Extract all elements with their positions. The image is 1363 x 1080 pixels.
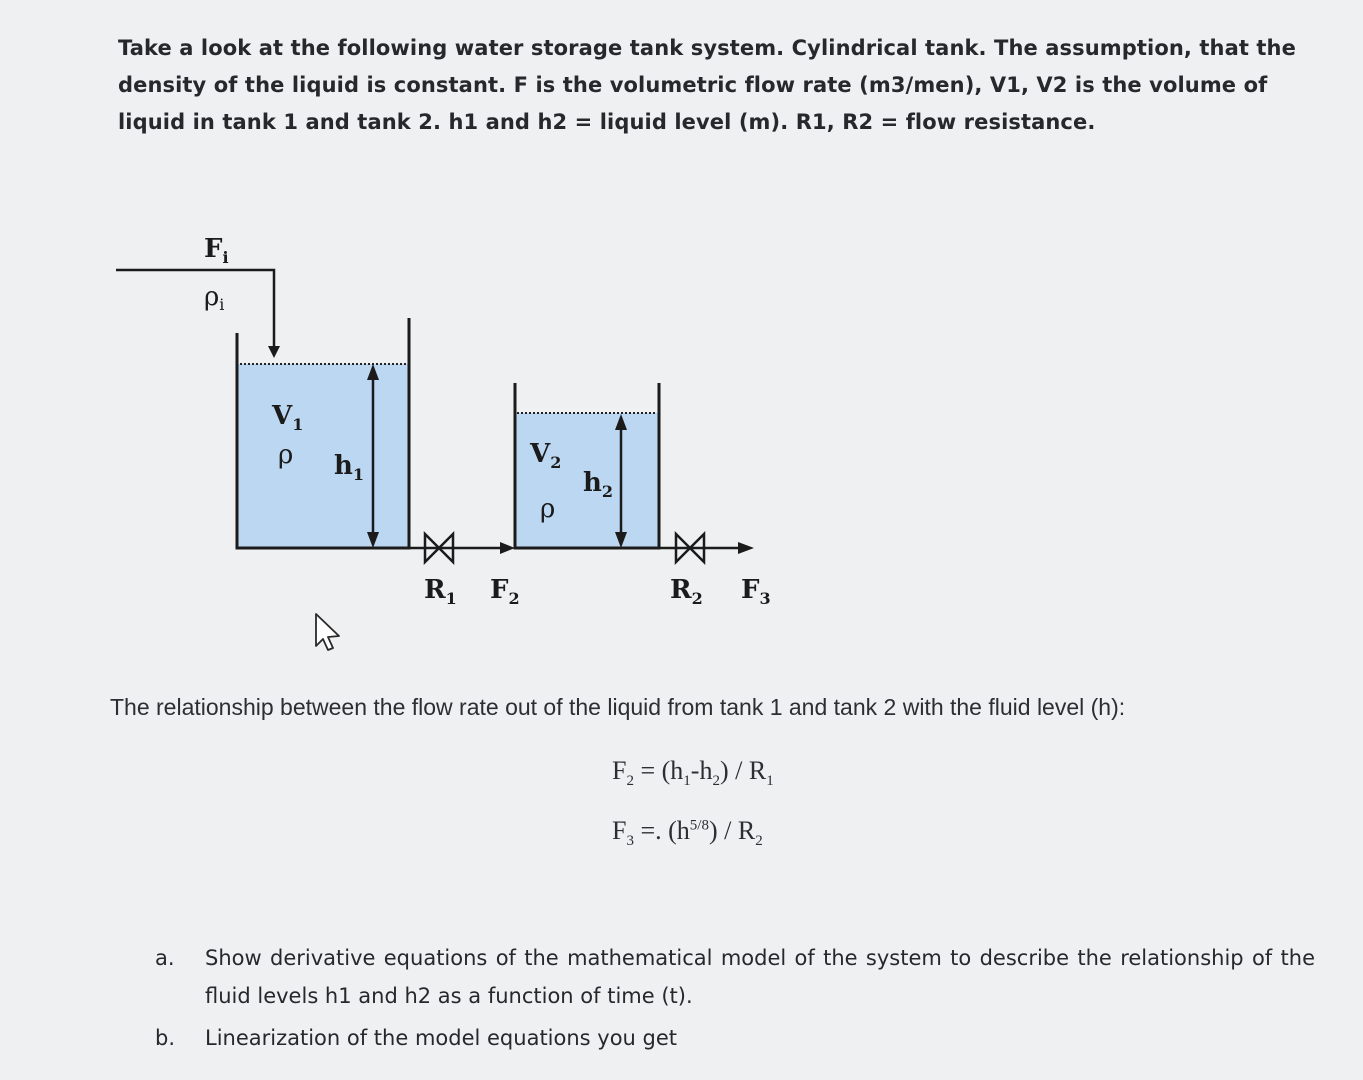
tank1-level-label: $h_1$ (334, 451, 365, 484)
relationship-text: The relationship between the flow rate out of the liquid from tank 1 and tank 2 with the fluid level (h): (110, 694, 1126, 720)
question-text: Linearization of the model equations you get (205, 1026, 678, 1050)
tank1-density-label: ρ (278, 440, 294, 470)
tank1-volume-label: $V_1$ (272, 401, 304, 434)
question-a (155, 939, 1315, 1015)
mouse-cursor-icon (316, 614, 339, 650)
equation-f3: $F_3$ =. $(h^{5/8}) / R_2$ (612, 816, 763, 850)
flow3-label: $F_3$ (741, 575, 771, 608)
flow2-label: $F_2$ (490, 575, 520, 608)
inlet-flow-label: $F_i$ (204, 234, 229, 267)
question-text: Show derivative equations of the mathematical model of the system to describe the relationship of the fluid levels h1 and h2 as a function of time (t). (205, 946, 1315, 1008)
question-marker: b. (155, 1026, 176, 1050)
inlet-pipe (116, 270, 274, 348)
tank2-density-label: ρ (540, 494, 556, 524)
question-marker: a. (155, 946, 175, 970)
equation-f2: $F_2 = (h_1-h_2) / R_1$ (612, 756, 774, 790)
tank2-volume-label: $V_2$ (530, 439, 562, 472)
tank2-level-label: $h_2$ (583, 468, 614, 501)
valve1-label: $R_1$ (424, 575, 457, 608)
problem-intro: Take a look at the following water storage tank system. Cylindrical tank. The assumption, that the density of the liquid is constant. F is the volumetric flow rate (m3/men), V1, V2 is the volume of liquid in tank 1 and tank 2. h1 and h2 = liquid level (m). R1, R2 = flow resistance. (118, 36, 1296, 134)
question-b (155, 1019, 1315, 1057)
tank1-water (237, 364, 408, 548)
inlet-density-label: ρi (204, 282, 225, 314)
valve2-label: $R_2$ (670, 575, 703, 608)
